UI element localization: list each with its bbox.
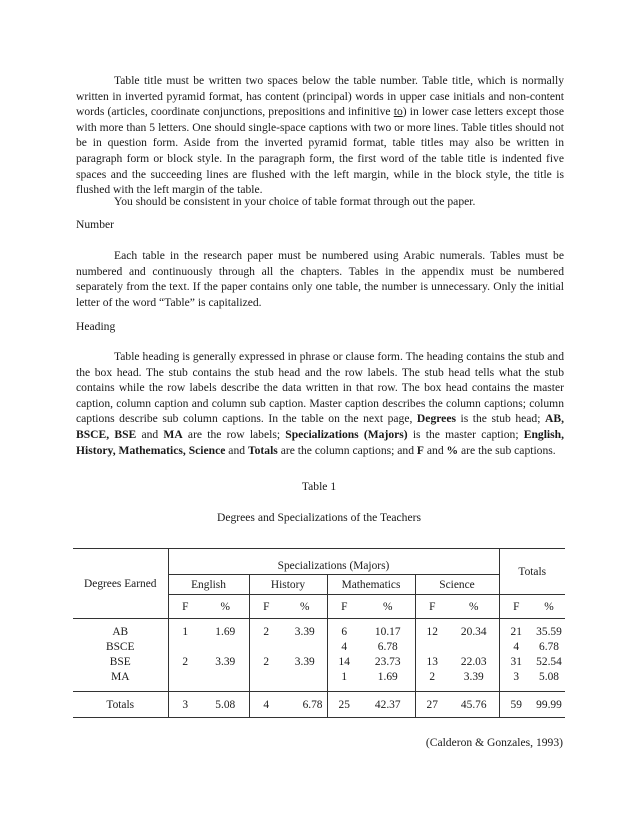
table-cell: 6	[341, 626, 348, 638]
totals-percent-values	[533, 619, 565, 692]
table-cell	[283, 670, 327, 685]
sub-caption-f: F	[249, 595, 283, 619]
table-cell	[449, 640, 499, 655]
table-cell	[250, 670, 284, 685]
table-cell: 6.78	[539, 641, 559, 653]
table-cell: 6.78	[283, 692, 327, 718]
history-percent-values	[283, 619, 327, 692]
paragraph-table-title: Table title must be written two spaces below the table number. Table title, which is normally written in inverted pyramid format, has content (principal) words in upper case initials and non-content words (articles, coordinate conjunctions, prepositions and infinitive to) in lower case letters except those with more than 5 letters. One should single-space captions with two or more lines. Table titles should not be in question form. Aside from the inverted pyramid format, table titles may also be written in paragraph form or block style. In the paragraph form, the first word of the table title is indented five spaces and the succeeding lines are flushed with the left margin, while in the block style, the title is flushed with the left margin of the table.	[76, 74, 565, 197]
mathematics-percent-values	[361, 619, 415, 692]
row-label: BSCE	[106, 641, 135, 653]
table-cell	[283, 640, 327, 655]
science-percent-values	[449, 619, 499, 692]
table-cell	[169, 640, 203, 655]
data-table	[73, 548, 565, 718]
table-cell: 1	[341, 671, 348, 683]
table-title: Degrees and Specializations of the Teachers	[216, 511, 422, 524]
table-cell: 13	[426, 656, 438, 668]
table-cell: 22.03	[460, 656, 487, 668]
table-cell: 35.59	[536, 626, 562, 638]
sub-caption-f: F	[327, 595, 361, 619]
english-f-values	[168, 619, 202, 692]
column-caption-english: English	[168, 575, 249, 595]
sub-caption-percent: %	[202, 595, 249, 619]
table-cell: 12	[426, 626, 438, 638]
row-labels	[73, 619, 168, 692]
row-label: MA	[111, 671, 130, 683]
table-cell: 25	[327, 692, 361, 718]
column-caption-mathematics: Mathematics	[327, 575, 415, 595]
table-cell: 4	[341, 641, 348, 653]
table-cell: 20.34	[460, 626, 487, 638]
table-cell: 1	[182, 626, 189, 638]
source-citation: (Calderon & Gonzales, 1993)	[425, 736, 563, 749]
table-cell: 4	[249, 692, 283, 718]
table-cell: 3.39	[463, 671, 484, 683]
table-cell: 10.17	[374, 626, 401, 638]
table-cell: 3	[168, 692, 202, 718]
table-cell	[202, 670, 249, 685]
sub-caption-f: F	[168, 595, 202, 619]
table-cell: 1.69	[377, 671, 398, 683]
sub-caption-percent: %	[283, 595, 327, 619]
table-cell: 31	[510, 656, 522, 668]
row-label: BSE	[109, 656, 131, 668]
table-cell: 5.08	[202, 692, 249, 718]
table-number: Table 1	[301, 480, 337, 493]
underlined-word: to	[393, 105, 403, 119]
column-caption-history: History	[249, 575, 327, 595]
table-cell: 2	[429, 671, 436, 683]
table-cell: 4	[513, 641, 520, 653]
table-cell: 59	[499, 692, 533, 718]
sub-caption-percent: %	[449, 595, 499, 619]
totals-f-values	[499, 619, 533, 692]
table-cell: 99.99	[533, 692, 565, 718]
table-cell: 2	[263, 656, 270, 668]
table-cell: 27	[415, 692, 449, 718]
paragraph-heading: Table heading is generally expressed in phrase or clause form. The heading contains the stub and the box head. The stub contains the stub head and the row labels. The stub head tells what the stub contains while the row labels describe the data written in that row. The box head contains the master caption, column caption and column sub caption. Master caption describes the column captions; column captions describe sub column captions. In the table on the next page, Degrees is the stub head; AB, BSCE, BSE and MA are the row labels; Specializations (Majors) is the master caption; English, History, Mathematics, Science and Totals are the column captions; and F and % are the sub captions.	[76, 350, 564, 457]
table-cell	[250, 640, 284, 655]
master-caption: Specializations (Majors)	[168, 549, 499, 575]
table-cell: 23.73	[374, 656, 401, 668]
table-cell: 45.76	[449, 692, 499, 718]
table-cell: 3.39	[294, 656, 315, 668]
table-cell: 21	[510, 626, 522, 638]
stub-head: Degrees Earned	[73, 549, 168, 619]
section-heading-number: Number	[76, 218, 114, 231]
table-cell: 1.69	[215, 626, 236, 638]
table-cell: 52.54	[536, 656, 562, 668]
sub-caption-percent: %	[533, 595, 565, 619]
mathematics-f-values	[327, 619, 361, 692]
science-f-values	[415, 619, 449, 692]
table-cell	[169, 670, 203, 685]
totals-row	[73, 692, 565, 718]
table-cell	[202, 640, 249, 655]
row-label: AB	[112, 626, 129, 638]
table-body-rows	[73, 619, 565, 692]
table-cell: 14	[338, 656, 350, 668]
paragraph-consistency: You should be consistent in your choice of table format through out the paper.	[114, 195, 476, 208]
sub-caption-f: F	[415, 595, 449, 619]
column-caption-science: Science	[415, 575, 499, 595]
row-label: Totals	[73, 692, 168, 718]
table-cell	[416, 640, 450, 655]
paragraph-number: Each table in the research paper must be numbered using Arabic numerals. Tables must be numbered and continuously through all the chapters. Tables in the appendix must be numbered separately from the text. If the paper contains only one table, the number is unnecessary. Only the initial letter of the word “Table” is capitalized.	[76, 249, 564, 309]
sub-caption-percent: %	[361, 595, 415, 619]
sub-caption-f: F	[499, 595, 533, 619]
table-cell: 2	[263, 626, 270, 638]
table-cell: 3	[513, 671, 520, 683]
table-cell: 5.08	[539, 671, 559, 683]
english-percent-values	[202, 619, 249, 692]
table-cell: 42.37	[361, 692, 415, 718]
table-cell: 3.39	[294, 626, 315, 638]
history-f-values	[249, 619, 283, 692]
table-cell: 3.39	[215, 656, 236, 668]
table-cell: 6.78	[377, 641, 398, 653]
table-cell: 2	[182, 656, 189, 668]
totals-caption: Totals	[499, 549, 565, 595]
section-heading-heading: Heading	[76, 320, 116, 333]
